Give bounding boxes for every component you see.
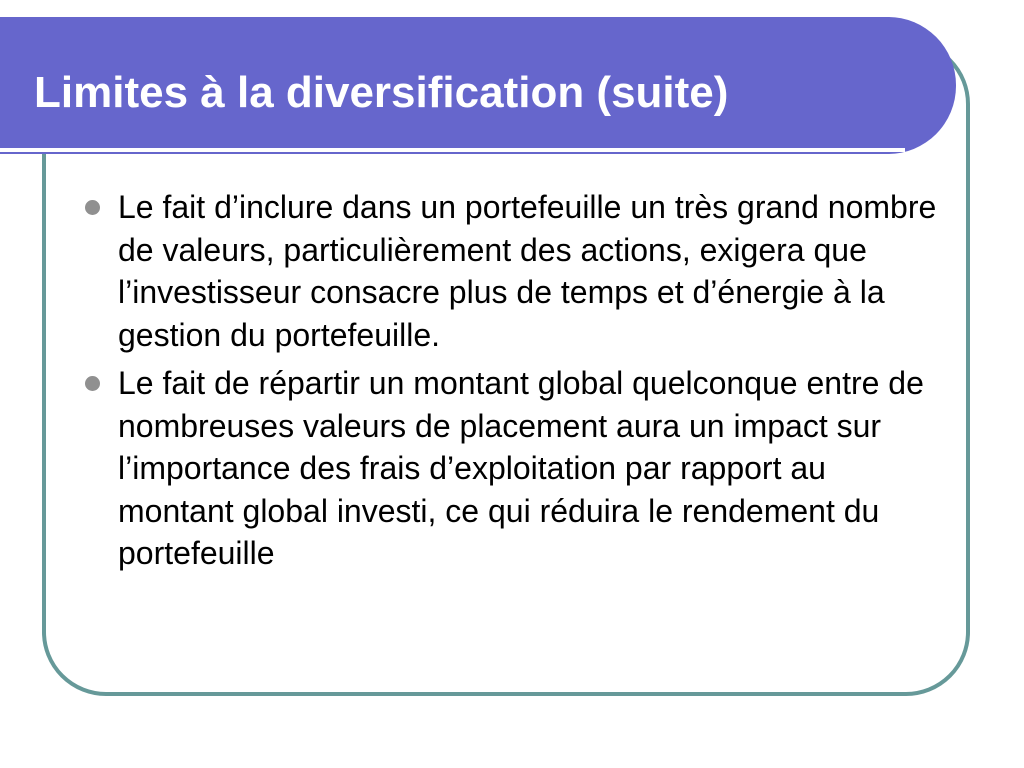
slide-title: Limites à la diversification (suite) xyxy=(34,68,729,117)
circle-bullet-icon xyxy=(85,376,100,391)
bullet-text: Le fait d’inclure dans un portefeuille un très grand nombre de valeurs, particulièrement des actions, exigera que l’investisseur consacre plus de temps et d’énergie à la gestion du portefeuille. xyxy=(118,189,937,353)
title-band xyxy=(0,17,956,154)
bullet-item xyxy=(80,362,950,575)
bullet-text: Le fait de répartir un montant global quelconque entre de nombreuses valeurs de placement aura un impact sur l’importance des frais d’exploitation par rapport au montant global investi, ce qui réduira le rendement du portefeuille xyxy=(118,365,924,571)
bullet-list xyxy=(80,186,950,575)
bullet-item xyxy=(80,186,950,356)
circle-bullet-icon xyxy=(85,200,100,215)
title-underline xyxy=(0,148,905,152)
